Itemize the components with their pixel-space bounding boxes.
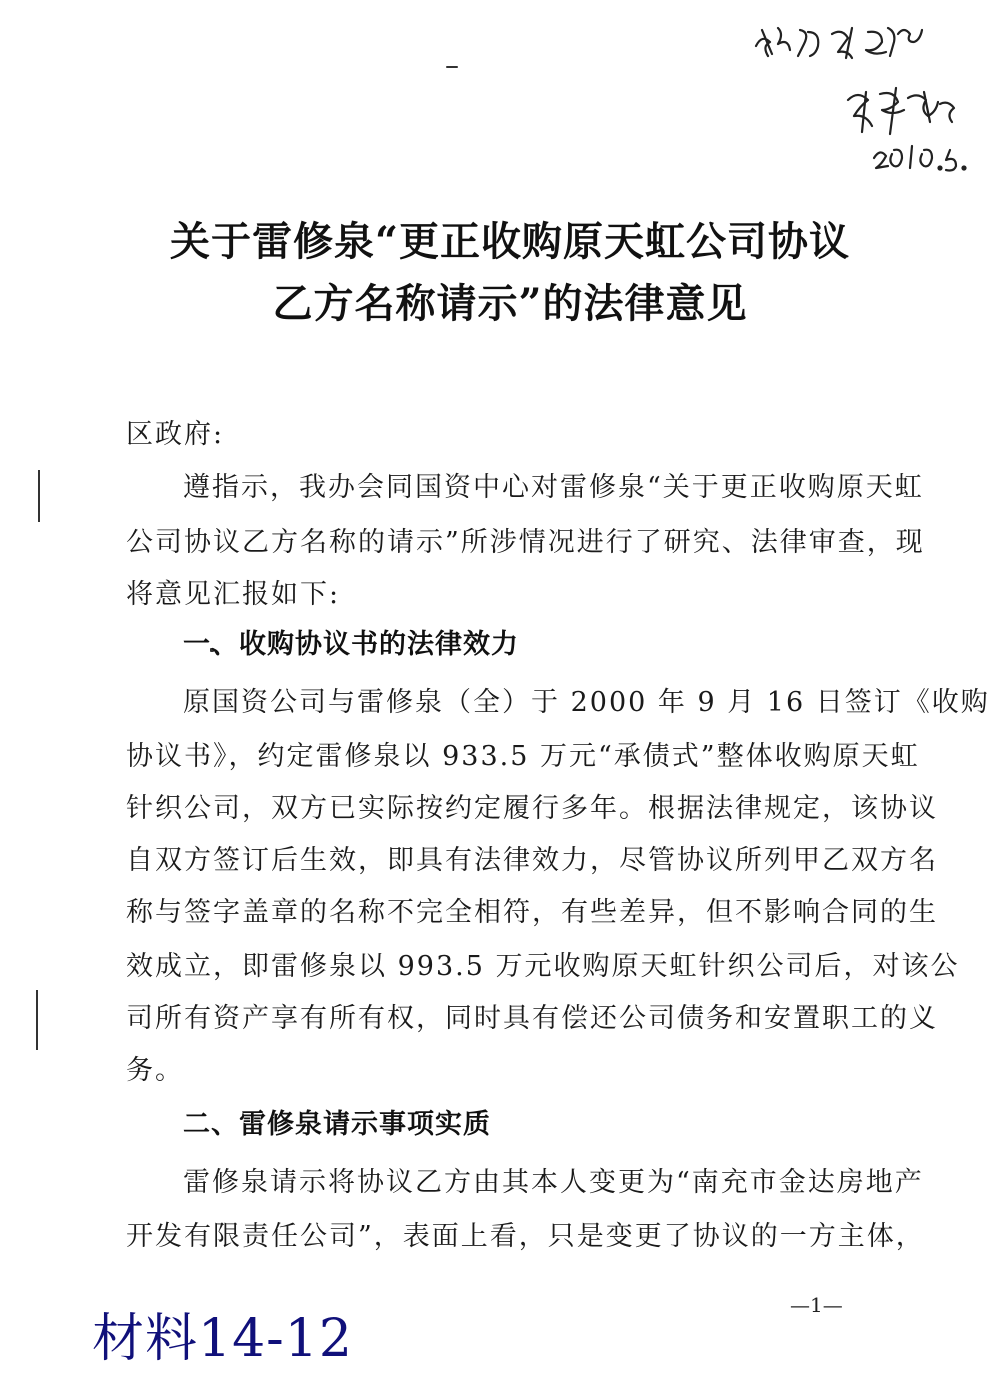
paragraph-line: 务。: [126, 1055, 184, 1086]
page-number: —1—: [790, 1293, 843, 1317]
section-heading-1: 一、收购协议书的法律效力: [183, 629, 519, 660]
handwriting-drawing: [748, 8, 988, 188]
margin-mark: [38, 470, 40, 522]
section-heading-2: 二、雷修泉请示事项实质: [183, 1109, 491, 1140]
paragraph-line: 公司协议乙方名称的请示”所涉情况进行了研究、法律审查，现: [126, 527, 925, 558]
paragraph-line: 雷修泉请示将协议乙方由其本人变更为“南充市金达房地产: [183, 1167, 924, 1198]
paragraph-line: 协议书》，约定雷修泉以 933.5 万元“承债式”整体收购原天虹: [126, 741, 920, 772]
scan-speck: [446, 66, 458, 68]
title-line-2: 乙方名称请示”的法律意见: [272, 280, 748, 327]
paragraph-line: 针织公司，双方已实际按约定履行多年。根据法律规定，该协议: [126, 793, 938, 824]
paragraph-line: 称与签字盖章的名称不完全相符，有些差异，但不影响合同的生: [126, 897, 938, 928]
paragraph-line: 自双方签订后生效，即具有法律效力，尽管协议所列甲乙双方名: [126, 845, 938, 876]
handwritten-annotation: [748, 8, 988, 188]
margin-mark: [36, 990, 38, 1050]
paragraph-line: 将意见汇报如下:: [126, 579, 341, 610]
salutation: 区政府:: [126, 419, 225, 450]
paragraph-line: 司所有资产享有所有权，同时具有偿还公司债务和安置职工的义: [126, 1003, 938, 1034]
paragraph-line: 原国资公司与雷修泉（全）于 2000 年 9 月 16 日签订《收购: [183, 687, 990, 718]
paragraph-line: 开发有限责任公司”，表面上看，只是变更了协议的一方主体，: [126, 1221, 925, 1252]
paragraph-line: 遵指示，我办会同国资中心对雷修泉“关于更正收购原天虹: [183, 472, 924, 503]
title-line-1: 关于雷修泉“更正收购原天虹公司协议: [169, 218, 850, 265]
paragraph-line: 效成立，即雷修泉以 993.5 万元收购原天虹针织公司后，对该公: [126, 951, 960, 982]
material-label: 材料14-12: [92, 1309, 353, 1369]
